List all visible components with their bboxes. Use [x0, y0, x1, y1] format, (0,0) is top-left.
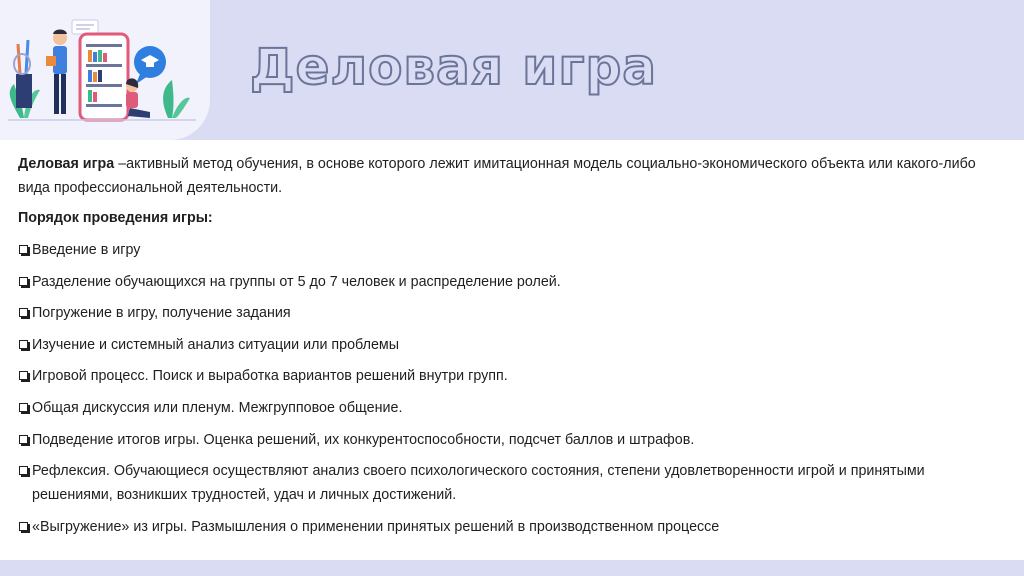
- list-item: [18, 270, 998, 294]
- steps-list: [18, 238, 998, 539]
- definition-text: –активный метод обучения, в основе которого лежит имитационная модель социально-экономического объекта или какого-либо вида профессиональной деятельности.: [18, 156, 976, 196]
- step-text: Игровой процесс. Поиск и выработка вариантов решений внутри групп.: [32, 368, 508, 385]
- checkbox-bullet-icon: [19, 308, 28, 317]
- checkbox-bullet-icon: [19, 371, 28, 380]
- step-text: Изучение и системный анализ ситуации или проблемы: [32, 336, 400, 353]
- list-item: [18, 515, 998, 539]
- list-item: [18, 364, 998, 388]
- checkbox-bullet-icon: [19, 340, 28, 349]
- education-illustration-icon: [0, 0, 210, 135]
- list-item: [18, 459, 998, 507]
- definition-paragraph: [18, 152, 998, 200]
- definition-term: Деловая игра: [18, 156, 115, 172]
- list-item: [18, 396, 998, 420]
- list-item: [18, 301, 998, 325]
- content-area: [18, 152, 998, 546]
- checkbox-bullet-icon: [19, 403, 28, 412]
- step-text: Подведение итогов игры. Оценка решений, их конкурентоспособности, подсчет баллов и штрафов.: [32, 431, 695, 448]
- checkbox-bullet-icon: [19, 522, 28, 531]
- checkbox-bullet-icon: [19, 466, 28, 475]
- steps-heading: Порядок проведения игры:: [18, 210, 213, 226]
- checkbox-bullet-icon: [19, 435, 28, 444]
- page-title: Деловая игра: [250, 38, 657, 96]
- step-text: Разделение обучающихся на группы от 5 до 7 человек и распределение ролей.: [32, 273, 561, 290]
- step-text: «Выгружение» из игры. Размышления о применении принятых решений в производственном процессе: [32, 518, 720, 535]
- checkbox-bullet-icon: [19, 277, 28, 286]
- step-text: Общая дискуссия или пленум. Межгрупповое общение.: [32, 399, 403, 416]
- checkbox-bullet-icon: [19, 245, 28, 254]
- step-text: Введение в игру: [32, 242, 141, 258]
- footer-band: [0, 560, 1024, 576]
- list-item: [18, 333, 998, 357]
- step-text: Погружение в игру, получение задания: [32, 305, 291, 322]
- list-item: [18, 428, 998, 452]
- step-text: Рефлексия. Обучающиеся осуществляют анализ своего психологического состояния, степени удовлетворенности игрой и принятыми решениями, возникших трудностей, удач и личных достижений.: [32, 463, 925, 504]
- list-item: [18, 238, 998, 262]
